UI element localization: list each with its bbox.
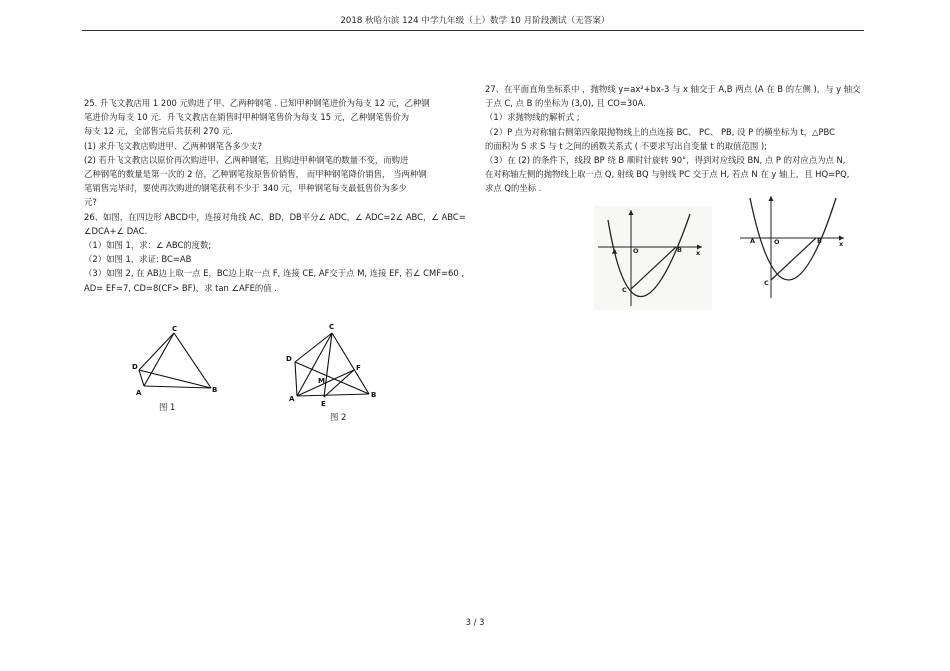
- page-header: 2018 秋哈尔滨 124 中学九年级（上）数学 10 月阶段测试（无答案）: [340, 16, 610, 26]
- label-x: x: [696, 249, 701, 257]
- label-B: B: [212, 386, 218, 394]
- left-column: [84, 96, 476, 295]
- question-26: [84, 210, 476, 295]
- label-B: B: [677, 246, 682, 254]
- q25-line: (2) 若升飞文教店以原价再次购进甲、乙两种钢笔，且购进甲种钢笔的数量不变，而购进: [84, 154, 409, 165]
- q25-line: 25. 升飞文教店用 1 200 元购进了甲、乙两种钢笔 . 已知甲种钢笔进价为每支 12 元，乙种钢: [84, 98, 430, 108]
- q25-line: 元?: [84, 197, 97, 208]
- parabola-graph-1: [594, 206, 712, 310]
- page-number: 3 / 3: [465, 617, 485, 627]
- label-D: D: [132, 363, 138, 371]
- q27-line: 于点 C, 点 B 的坐标为 (3,0), 且 CO=30A.: [485, 98, 646, 109]
- q26-line: ∠DCA+∠ DAC.: [84, 225, 148, 236]
- label-F: F: [356, 364, 361, 372]
- q26-line: （3）如图 2, 在 AB边上取一点 E，BC边上取一点 F, 连接 CE, AF交于点 M, 连接 EF, 若∠ CMF=60 ,: [84, 268, 465, 279]
- label-A: A: [136, 389, 142, 397]
- label-O: O: [774, 238, 780, 246]
- q25-line: 每支 12 元，全部售完后共获利 270 元.: [84, 126, 233, 137]
- label-C: C: [622, 286, 627, 294]
- q27-line: 27、在平面直角坐标系中 ，抛物线 y=ax²+bx-3 与 x 轴交于 A,B 两点 (A 在 B 的左侧 )，与 y 轴交: [485, 84, 861, 94]
- q27-line: （3）在 (2) 的条件下，线段 BP 绕 B 顺时针旋转 90°，得到对应线段 BN, 点 P 的对应点为点 N,: [485, 155, 846, 166]
- segment-DA: [139, 370, 144, 386]
- parabola-curve: [750, 198, 836, 280]
- label-M: M: [318, 377, 325, 385]
- segment-AB: [144, 386, 211, 388]
- segment-EF: [324, 370, 354, 397]
- label-C: C: [329, 323, 335, 331]
- q26-line: （1）如图 1，求：∠ ABC的度数;: [84, 240, 212, 251]
- figure-2: [283, 318, 383, 410]
- label-x: x: [839, 240, 844, 248]
- label-D: D: [286, 355, 292, 363]
- q25-line: 笔进价为每支 10 元．升飞文教店在销售时甲种钢笔售价为每支 15 元，乙种钢笔售价为: [84, 112, 410, 123]
- segment-DC: [295, 333, 332, 362]
- segment-AC: [297, 333, 332, 396]
- q25-line: 笔销售完毕时，要使再次购进的钢笔获利不少于 340 元，甲种钢笔每支最低售价为多少: [84, 183, 407, 194]
- figure-2-caption: 图 2: [330, 412, 347, 422]
- q26-line: AD= EF=7, CD=8(CF> BF)，求 tan ∠AFE的值 .: [84, 282, 277, 293]
- q27-line: 的面积为 S 求 S 与 t 之间的函数关系式 ( 不要求写出自变量 t 的取值范围 );: [485, 140, 767, 151]
- y-axis-arrow: [769, 196, 774, 201]
- label-C: C: [764, 279, 769, 287]
- q25-line: 乙种钢笔的数量是第一次的 2 倍，乙种钢笔按原售价销售， 而甲种钢笔降价销售， 当两种钢: [84, 169, 427, 180]
- q26-line: （2）如图 1，求证: BC=AB: [84, 254, 192, 265]
- q27-line: 在对称轴左侧的抛物线上取一点 Q, 射线 BQ 与射线 PC 交于点 H, 若点 N 在 y 轴上，且 HQ=PQ,: [485, 169, 850, 180]
- q27-line: （2）P 点为对称轴右侧第四象限抛物线上的点连接 BC、 PC、 PB, 设 P 的横坐标为 t，△PBC: [485, 126, 835, 137]
- q27-line: 求点 Q的坐标 .: [485, 183, 542, 194]
- scan-background: [594, 206, 712, 310]
- segment-CE: [324, 333, 332, 397]
- label-A: A: [612, 248, 618, 256]
- q25-line: (1) 求升飞文教店购进甲、乙两种钢笔各多少支?: [84, 140, 263, 151]
- label-A: A: [289, 395, 295, 403]
- label-E: E: [321, 400, 326, 408]
- label-O: O: [633, 247, 639, 255]
- header-rule: [82, 30, 864, 31]
- figure-1: [125, 322, 225, 402]
- segment-AB: [297, 394, 369, 396]
- label-C: C: [172, 325, 178, 333]
- question-27: [485, 82, 875, 196]
- right-column: [485, 82, 875, 196]
- parabola-graph-2: [736, 192, 856, 302]
- label-B: B: [817, 237, 822, 245]
- segment-DA: [295, 362, 297, 396]
- label-A: A: [750, 237, 756, 245]
- q26-line: 26、如图，在四边形 ABCD中，连接对角线 AC、BD，DB平分∠ ADC，∠ ADC=2∠ ABC，∠ ABC=: [84, 211, 466, 222]
- segment-AF: [297, 370, 354, 396]
- question-25: [84, 96, 476, 210]
- q27-line: （1）求抛物线的解析式 ;: [485, 112, 580, 123]
- figure-1-caption: 图 1: [159, 402, 176, 412]
- label-B: B: [371, 391, 377, 399]
